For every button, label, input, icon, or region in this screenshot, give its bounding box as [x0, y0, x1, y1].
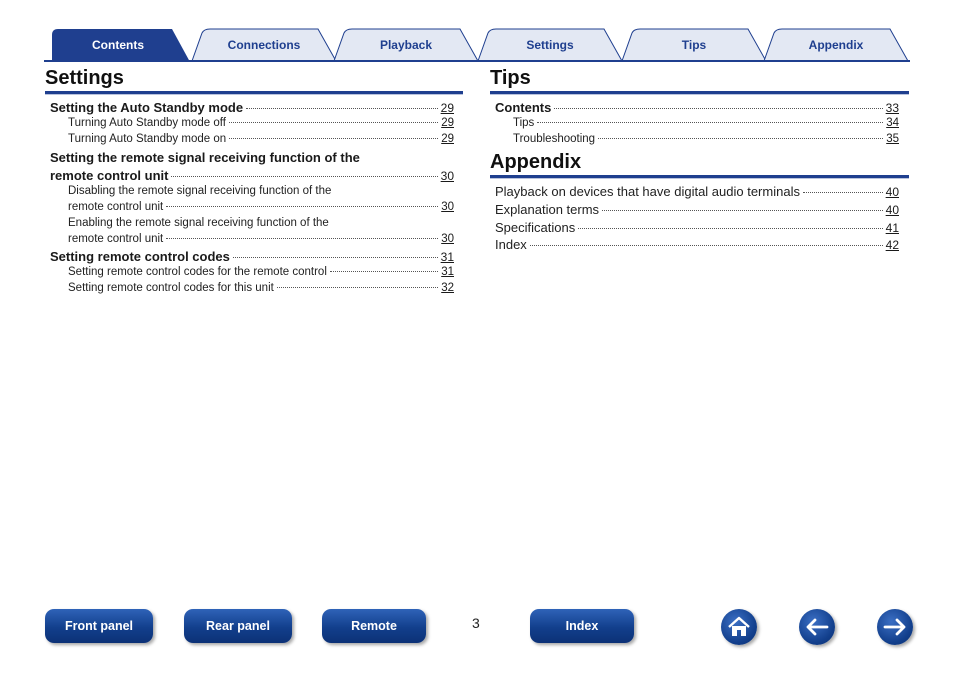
tab-label: Appendix: [808, 37, 864, 52]
toc-entry-label-line1: Enabling the remote signal receiving function of the: [68, 217, 329, 229]
tab-settings[interactable]: [476, 27, 624, 62]
toc-page-link[interactable]: 40: [885, 185, 899, 199]
leader-dots: [166, 206, 438, 207]
tab-label: Settings: [526, 37, 574, 52]
toc-entry[interactable]: [495, 220, 899, 235]
tab-bar: [44, 27, 910, 62]
tips-rule: [490, 91, 909, 94]
tab-tips[interactable]: [620, 27, 768, 62]
rear-panel-button[interactable]: Rear panel: [184, 609, 292, 643]
leader-dots: [277, 287, 438, 288]
tab-connections[interactable]: [190, 27, 338, 62]
toc-page-link[interactable]: 34: [886, 117, 899, 129]
toc-entry-label: Specifications: [495, 220, 576, 235]
tab-label: Tips: [681, 37, 707, 52]
settings-rule: [45, 91, 463, 94]
toc-page-link[interactable]: 29: [441, 133, 454, 145]
leader-dots: [598, 138, 883, 139]
toc-entry-label: Setting remote control codes: [50, 249, 230, 264]
tab-underline: [44, 60, 910, 62]
tips-heading: Tips: [490, 67, 531, 89]
toc-page-link[interactable]: 40: [885, 203, 899, 217]
toc-entry-label-line1: Setting the remote signal receiving function of the: [50, 150, 360, 165]
toc-entry-label: Troubleshooting: [513, 133, 596, 145]
toc-subentry[interactable]: [68, 282, 454, 294]
toc-page-link[interactable]: 41: [885, 221, 899, 235]
toc-entry-label: remote control unit: [68, 233, 164, 245]
toc-page-link[interactable]: 31: [441, 266, 454, 278]
tab-label: Playback: [379, 37, 433, 52]
toc-entry-label: Setting the Auto Standby mode: [50, 100, 244, 115]
toc-page-link[interactable]: 35: [886, 133, 899, 145]
leader-dots: [530, 245, 883, 246]
toc-entry-label: Setting remote control codes for this unit: [68, 282, 274, 294]
page-number: 3: [472, 615, 480, 631]
toc-entry-label: Index: [495, 237, 527, 252]
tab-label: Connections: [227, 37, 301, 52]
remote-button[interactable]: Remote: [322, 609, 426, 643]
leader-dots: [554, 108, 882, 109]
toc-entry[interactable]: [495, 184, 899, 199]
toc-entry-label: Contents: [495, 100, 552, 115]
toc-page-link[interactable]: 30: [440, 169, 454, 183]
settings-heading: Settings: [45, 67, 124, 89]
forward-button[interactable]: [877, 609, 913, 645]
toc-entry-label: remote control unit: [68, 201, 164, 213]
tab-label: Contents: [92, 37, 144, 52]
toc-subentry[interactable]: [68, 266, 454, 278]
leader-dots: [233, 257, 438, 258]
toc-entry[interactable]: [495, 100, 899, 115]
toc-page-link[interactable]: 31: [440, 250, 454, 264]
leader-dots: [171, 176, 437, 177]
home-button[interactable]: [721, 609, 757, 645]
leader-dots: [166, 238, 438, 239]
toc-page-link[interactable]: 33: [885, 101, 899, 115]
leader-dots: [229, 122, 438, 123]
back-arrow-icon: [803, 617, 831, 637]
toc-page-link[interactable]: 29: [440, 101, 454, 115]
toc-entry-label: Playback on devices that have digital audio terminals: [495, 184, 800, 199]
toc-page-link[interactable]: 30: [441, 233, 454, 245]
leader-dots: [246, 108, 438, 109]
leader-dots: [330, 271, 438, 272]
tab-contents[interactable]: [44, 27, 192, 62]
leader-dots: [537, 122, 883, 123]
toc-page-link[interactable]: 29: [441, 117, 454, 129]
toc-entry-label: Turning Auto Standby mode off: [68, 117, 226, 129]
toc-subentry[interactable]: [68, 201, 454, 213]
appendix-rule: [490, 175, 909, 178]
appendix-heading: Appendix: [490, 151, 582, 173]
toc-entry-label: Setting remote control codes for the remote control: [68, 266, 327, 278]
toc-entry-label-line1: Disabling the remote signal receiving function of the: [68, 185, 332, 197]
toc-page-link[interactable]: 42: [885, 238, 899, 252]
leader-dots: [803, 192, 883, 193]
toc-page-link[interactable]: 32: [441, 282, 454, 294]
toc-subentry[interactable]: [68, 233, 454, 245]
toc-entry[interactable]: [495, 202, 899, 217]
toc-entry-label: remote control unit: [50, 168, 169, 183]
toc-page-link[interactable]: 30: [441, 201, 454, 213]
home-icon: [726, 615, 752, 639]
toc-entry[interactable]: [50, 168, 454, 183]
leader-dots: [602, 210, 883, 211]
toc-entry[interactable]: [50, 249, 454, 264]
leader-dots: [578, 228, 882, 229]
toc-entry[interactable]: [50, 100, 454, 115]
toc-entry-label: Explanation terms: [495, 202, 600, 217]
toc-subentry[interactable]: [68, 133, 454, 145]
toc-subentry[interactable]: [513, 133, 899, 145]
index-button[interactable]: Index: [530, 609, 634, 643]
toc-entry[interactable]: [495, 237, 899, 252]
front-panel-button[interactable]: Front panel: [45, 609, 153, 643]
toc-subentry[interactable]: [68, 117, 454, 129]
tab-appendix[interactable]: [762, 27, 910, 62]
forward-arrow-icon: [881, 617, 909, 637]
toc-entry-label: Turning Auto Standby mode on: [68, 133, 227, 145]
back-button[interactable]: [799, 609, 835, 645]
toc-entry-label: Tips: [513, 117, 535, 129]
toc-subentry[interactable]: [513, 117, 899, 129]
tab-playback[interactable]: [332, 27, 480, 62]
leader-dots: [229, 138, 438, 139]
